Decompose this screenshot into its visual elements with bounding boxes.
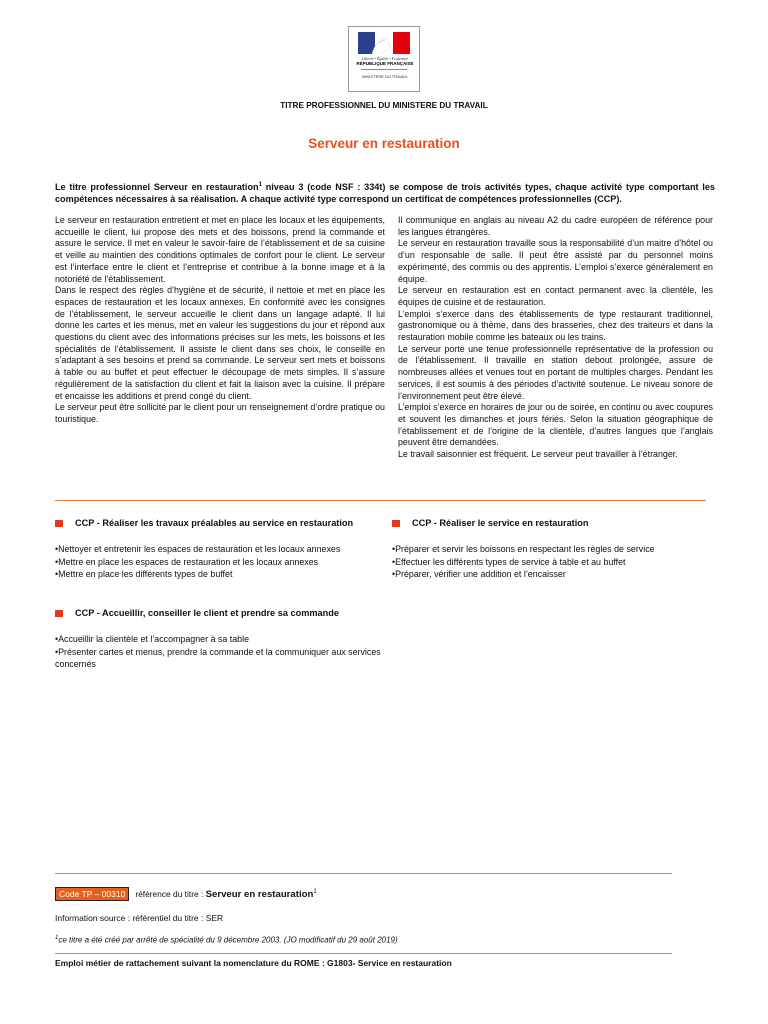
header-title: TITRE PROFESSIONNEL DU MINISTERE DU TRAVAIL — [280, 101, 488, 110]
bullet-square-icon — [392, 520, 400, 527]
logo-motto: Liberté • Égalité • Fraternité — [361, 56, 409, 61]
ccp-list — [392, 543, 712, 581]
left-paragraph: Le serveur peut être sollicité par le client pour un renseignement d’ordre pratique ou touristique. — [55, 402, 385, 424]
right-paragraph: Le travail saisonnier est fréquent. Le serveur peut travailler à l’étranger. — [398, 449, 678, 460]
footnote-text: ce titre a été créé par arrêté de spécialité du 9 décembre 2003. (JO modificatif du 29 août 2019) — [58, 935, 398, 945]
left-paragraph: Le serveur en restauration entretient et met en place les locaux et les équipements, accueille le client, lui propose des mets et des boissons, prend la commande et assure le service. Il met en valeur le savoir-faire de l’établissement et de sa cuisine et veille au maintien des conditions optimales de confort pour le client. Le serveur est l’interface entre le client et l’entreprise et contribue à la bonne image et à la notoriété de l’établissement. — [55, 215, 385, 284]
ccp-item: •Mettre en place les espaces de restauration et les locaux annexes — [55, 556, 319, 567]
footnote — [55, 935, 398, 945]
section-divider — [55, 500, 706, 501]
ccp-item: •Préparer, vérifier une addition et l’encaisser — [392, 569, 566, 580]
right-paragraph: Le serveur porte une tenue professionnelle représentative de la profession ou de l’établissement. Il travaille en station debout prolongée, assure de nombreuses allées et venues tout en portant de multiples charges. Pendant les services, il est soumis à des périodes d’activité soutenue. Le niveau sonore de l’environnement peut être élevé. — [398, 343, 713, 401]
code-row — [55, 887, 317, 901]
intro-part1: Le titre professionnel Serveur en restauration — [55, 182, 259, 193]
right-paragraph: L’emploi s’exerce en horaires de jour ou de soirée, en continu ou avec coupures et souvent les dimanches et jours fériés. Selon la situation géographique de l’établissement et de l’origine de la clientèle, d’autres langues que l’anglais peuvent être demandées. — [398, 402, 713, 448]
right-paragraph: Le serveur en restauration est en contact permanent avec la clientèle, les équipes de cuisine et de restauration. — [398, 285, 713, 307]
logo-divider — [361, 69, 407, 70]
left-column — [55, 215, 385, 426]
ccp-title — [55, 517, 353, 529]
right-column — [398, 215, 713, 461]
ccp-title — [55, 607, 339, 619]
rome-reference: Emploi métier de rattachement suivant la nomenclature du ROME : G1803- Service en restauration — [55, 958, 452, 968]
ccp-item: •Nettoyer et entretenir les espaces de restauration et les locaux annexes — [55, 544, 341, 554]
info-source: Information source : référentiel du titre : SER — [55, 913, 224, 923]
ccp-list — [55, 543, 385, 581]
left-paragraph: Dans le respect des règles d’hygiène et de sécurité, il nettoie et met en place les espaces de restauration et les locaux annexes. En conformité avec les consignes de l’établissement, le serveur accueille le client dans un langage adapté. Il lui donne les cartes et les menus, met en valeur les suggestions du jour et répond aux questions du client avec des informations précises sur les mets, les boissons et les spécialités de l’établissement. Il assiste le client dans ses choix, le conseille en s’adaptant à ses besoins et prend sa commande. Le serveur sert mets et boissons à table ou au buffet et peut effectuer le découpage de mets simples. Il s’assure régulièrement de la satisfaction du client et fait la liaison avec la cuisine. Il prépare et encaisse les additions et prend congé du client. — [55, 285, 385, 401]
intro-paragraph — [55, 179, 715, 205]
intro-part2: niveau 3 (code NSF : 334t) se compose de trois activités types, chaque activité type comportant les compétences nécessaires à sa réalisation. A chaque activité type correspond un certificat de compétences professionnelles (CCP). — [55, 182, 715, 205]
ccp-item: •Mettre en place les différents types de buffet — [55, 569, 233, 580]
right-paragraph: Le serveur en restauration travaille sous la responsabilité d’un maitre d’hôtel ou d’un responsable de salle. Il peut être assisté par du personnel moins expérimenté, des commis ou des apprentis. L’emploi s’exerce généralement en équipe. — [398, 238, 713, 284]
intro-footnote-mark: 1 — [258, 182, 262, 188]
page-title: Serveur en restauration — [308, 136, 460, 151]
bullet-square-icon — [55, 520, 63, 527]
logo-republic: RÉPUBLIQUE FRANÇAISE — [356, 61, 414, 66]
bullet-square-icon — [55, 610, 63, 617]
ref-footnote-mark: 1 — [313, 889, 317, 895]
footer-divider — [55, 953, 672, 954]
ccp-title — [392, 517, 589, 529]
ccp-item: •Préparer et servir les boissons en respectant les règles de service — [392, 544, 655, 554]
ccp-title-text: CCP - Réaliser le service en restauration — [412, 518, 589, 528]
footer-divider — [55, 873, 672, 874]
footnote-mark: 1 — [55, 935, 59, 941]
ccp-list — [55, 633, 385, 671]
ccp-item: •Présenter cartes et menus, prendre la commande et la communiquer aux services concernés — [55, 646, 381, 670]
ccp-item: •Effectuer les différents types de service à table et au buffet — [392, 556, 626, 567]
ref-label: référence du titre : — [135, 889, 206, 899]
right-paragraph: Il communique en anglais au niveau A2 du cadre européen de référence pour les langues étrangères. — [398, 215, 713, 237]
republique-francaise-logo — [348, 26, 420, 92]
ref-title: Serveur en restauration — [205, 889, 314, 900]
ccp-title-text: CCP - Accueillir, conseiller le client et prendre sa commande — [75, 608, 339, 618]
right-paragraph: L’emploi s’exerce dans des établissements de type restaurant traditionnel, gastronomique ou à thème, dans des brasseries, chez des traiteurs et dans la restauration mobile comme les bateaux ou les trains. — [398, 308, 713, 343]
logo-ministry: MINISTÈRE DU TRAVAIL — [362, 74, 408, 79]
ccp-item: •Accueillir la clientèle et l’accompagner à sa table — [55, 634, 250, 644]
code-badge: Code TP – 00310 — [55, 887, 129, 901]
ccp-title-text: CCP - Réaliser les travaux préalables au service en restauration — [75, 518, 354, 528]
marianne-flag-icon — [358, 32, 410, 54]
